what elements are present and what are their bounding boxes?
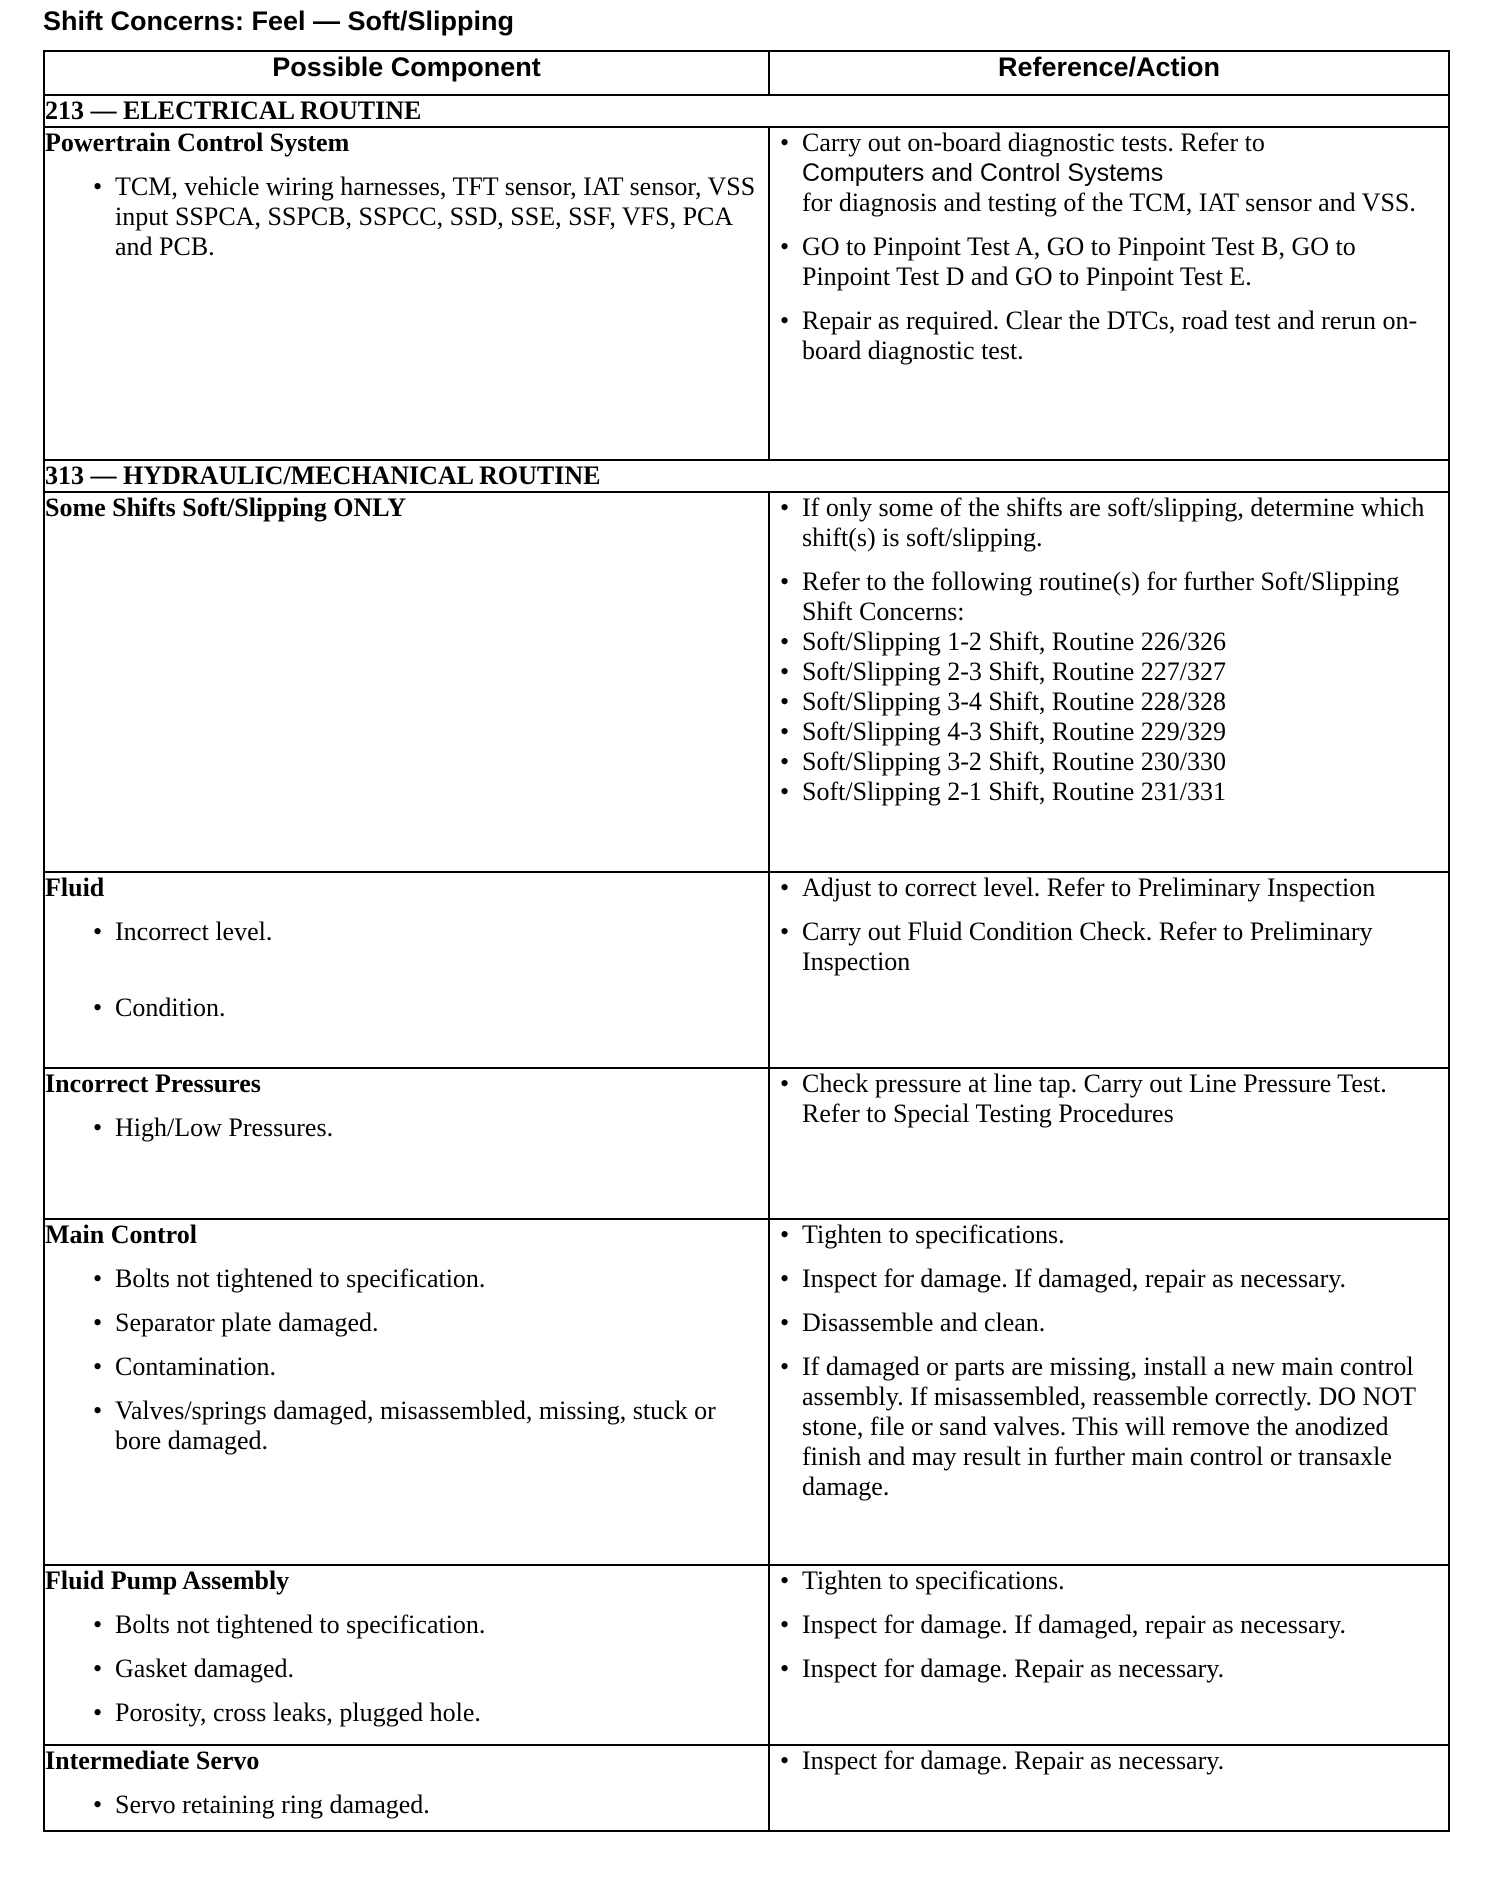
header-row bbox=[44, 51, 1449, 95]
routine-list-item: • Soft/Slipping 1-2 Shift, Routine 226/326 bbox=[770, 627, 1448, 657]
component-item: • Bolts not tightened to specification. bbox=[45, 1264, 768, 1294]
component-name: Incorrect Pressures bbox=[45, 1069, 261, 1098]
action-item: • Repair as required. Clear the DTCs, road test and rerun on-board diagnostic test. bbox=[770, 306, 1448, 366]
action-item: • Disassemble and clean. bbox=[770, 1308, 1448, 1338]
action-item: • GO to Pinpoint Test A, GO to Pinpoint Test B, GO to Pinpoint Test D and GO to Pinpoint Test E. bbox=[770, 232, 1448, 292]
component-item: • Condition. bbox=[45, 993, 768, 1023]
action-item: • Carry out Fluid Condition Check. Refer to Preliminary Inspection bbox=[770, 917, 1448, 977]
component-cell bbox=[44, 1068, 769, 1219]
component-name: Some Shifts Soft/Slipping ONLY bbox=[45, 493, 406, 522]
header-reference-action: Reference/Action bbox=[769, 51, 1449, 95]
action-cell bbox=[769, 1565, 1449, 1745]
action-cell bbox=[769, 1745, 1449, 1831]
action-item: • Inspect for damage. If damaged, repair as necessary. bbox=[770, 1264, 1448, 1294]
table-row-pressures bbox=[44, 1068, 1449, 1219]
routine-213-heading: 213 — ELECTRICAL ROUTINE bbox=[44, 95, 1449, 127]
computers-control-systems-reference: Computers and Control Systems bbox=[802, 159, 1164, 187]
component-name: Fluid bbox=[45, 873, 105, 902]
action-item: • Inspect for damage. Repair as necessary. bbox=[770, 1746, 1448, 1776]
table-row-powertrain bbox=[44, 127, 1449, 460]
routine-list-item: • Soft/Slipping 2-1 Shift, Routine 231/331 bbox=[770, 777, 1448, 807]
component-item: • Bolts not tightened to specification. bbox=[45, 1610, 768, 1640]
action-item: • Inspect for damage. If damaged, repair as necessary. bbox=[770, 1610, 1448, 1640]
component-item: • Separator plate damaged. bbox=[45, 1308, 768, 1338]
component-item: • Valves/springs damaged, misassembled, missing, stuck or bore damaged. bbox=[45, 1396, 768, 1456]
action-cell bbox=[769, 127, 1449, 460]
routine-313-heading: 313 — HYDRAULIC/MECHANICAL ROUTINE bbox=[44, 460, 1449, 492]
action-item: • Adjust to correct level. Refer to Preliminary Inspection bbox=[770, 873, 1448, 903]
component-item: • Incorrect level. bbox=[45, 917, 768, 947]
table-row-some-shifts bbox=[44, 492, 1449, 872]
component-item: • High/Low Pressures. bbox=[45, 1113, 768, 1143]
action-cell bbox=[769, 1219, 1449, 1565]
action-item: • If only some of the shifts are soft/slipping, determine which shift(s) is soft/slipping. bbox=[770, 493, 1448, 553]
routine-list-item: • Soft/Slipping 2-3 Shift, Routine 227/327 bbox=[770, 657, 1448, 687]
routine-list-item: • Soft/Slipping 3-2 Shift, Routine 230/330 bbox=[770, 747, 1448, 777]
table-row-pump bbox=[44, 1565, 1449, 1745]
component-item: • Porosity, cross leaks, plugged hole. bbox=[45, 1698, 768, 1728]
routine-list-item: • Soft/Slipping 3-4 Shift, Routine 228/328 bbox=[770, 687, 1448, 717]
action-item: • Tighten to specifications. bbox=[770, 1220, 1448, 1250]
component-name: Powertrain Control System bbox=[45, 128, 350, 157]
header-possible-component: Possible Component bbox=[44, 51, 769, 95]
routine-row bbox=[44, 460, 1449, 492]
component-cell bbox=[44, 1219, 769, 1565]
action-item: • Refer to the following routine(s) for further Soft/Slipping Shift Concerns: bbox=[770, 567, 1448, 627]
component-cell bbox=[44, 127, 769, 460]
component-name: Main Control bbox=[45, 1220, 197, 1249]
diagnosis-table bbox=[43, 50, 1450, 1832]
action-item: • If damaged or parts are missing, install a new main control assembly. If misassembled, reassemble correctly. DO NOT stone, file or sand valves. This will remove the anodized finish and may result in further main control or transaxle damage. bbox=[770, 1352, 1448, 1502]
routine-row bbox=[44, 95, 1449, 127]
action-cell bbox=[769, 492, 1449, 872]
page-title: Shift Concerns: Feel — Soft/Slipping bbox=[43, 6, 515, 36]
component-cell bbox=[44, 492, 769, 872]
routine-list-item: • Soft/Slipping 4-3 Shift, Routine 229/329 bbox=[770, 717, 1448, 747]
action-cell bbox=[769, 872, 1449, 1068]
component-cell bbox=[44, 872, 769, 1068]
action-item: • Check pressure at line tap. Carry out Line Pressure Test. Refer to Special Testing Procedures bbox=[770, 1069, 1448, 1129]
action-item bbox=[770, 128, 1448, 218]
component-name: Intermediate Servo bbox=[45, 1746, 260, 1775]
action-item: • Inspect for damage. Repair as necessary. bbox=[770, 1654, 1448, 1684]
action-text: Carry out on-board diagnostic tests. Refer to bbox=[802, 128, 1265, 157]
table-row-servo bbox=[44, 1745, 1449, 1831]
action-cell bbox=[769, 1068, 1449, 1219]
action-text: for diagnosis and testing of the TCM, IAT sensor and VSS. bbox=[802, 188, 1416, 217]
component-item: • Contamination. bbox=[45, 1352, 768, 1382]
component-cell bbox=[44, 1565, 769, 1745]
action-item: • Tighten to specifications. bbox=[770, 1566, 1448, 1596]
component-cell bbox=[44, 1745, 769, 1831]
component-item: • Gasket damaged. bbox=[45, 1654, 768, 1684]
component-name: Fluid Pump Assembly bbox=[45, 1566, 290, 1595]
component-item: • TCM, vehicle wiring harnesses, TFT sensor, IAT sensor, VSS input SSPCA, SSPCB, SSPCC, SSD, SSE, SSF, VFS, PCA and PCB. bbox=[45, 172, 768, 262]
component-item: • Servo retaining ring damaged. bbox=[45, 1790, 768, 1820]
table-row-main-control bbox=[44, 1219, 1449, 1565]
table-row-fluid bbox=[44, 872, 1449, 1068]
